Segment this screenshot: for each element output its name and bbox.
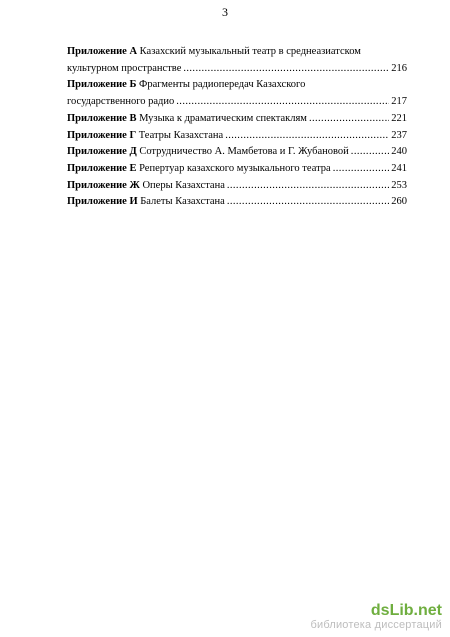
site-tagline: библиотека диссертаций: [310, 619, 442, 631]
table-of-contents: [67, 44, 407, 211]
toc-entry-b: [67, 77, 407, 110]
toc-entry-label: Приложение В: [67, 112, 137, 124]
toc-entry-title: Сотрудничество А. Мамбетова и Г. Жубановой: [139, 146, 349, 158]
toc-entry-title-continued: государственного радио: [67, 96, 175, 108]
toc-entry-page: 260: [391, 196, 407, 208]
toc-entry-page: 216: [391, 62, 407, 74]
toc-entry-title: Репертуар казахского музыкального театра: [139, 162, 331, 174]
toc-entry-label: Приложение И: [67, 196, 138, 208]
toc-entry-v: [67, 111, 407, 128]
toc-entry-zh: [67, 178, 407, 195]
toc-entry-label: Приложение Е: [67, 162, 137, 174]
toc-entry-label: Приложение Ж: [67, 179, 140, 191]
toc-entry-title: Балеты Казахстана: [140, 196, 225, 208]
toc-entry-title: Казахский музыкальный театр в среднеазиатском: [139, 46, 361, 57]
toc-entry-i: [67, 194, 407, 211]
toc-entry-title: Фрагменты радиопередач Казахского: [139, 79, 306, 91]
toc-entry-title-continued: культурном пространстве: [67, 62, 182, 74]
toc-entry-e: [67, 161, 407, 178]
toc-entry-page: 237: [391, 129, 407, 141]
leader-dots: [225, 128, 389, 145]
toc-entry-page: 240: [391, 146, 407, 158]
toc-entry-label: Приложение А: [67, 46, 138, 57]
leader-dots: [183, 61, 389, 78]
toc-entry-g: [67, 128, 407, 145]
toc-entry-d: [67, 144, 407, 161]
toc-entry-label: Приложение Б: [67, 79, 137, 91]
toc-entry-label: Приложение Г: [67, 129, 137, 141]
leader-dots: [176, 94, 389, 111]
leader-dots: [333, 161, 390, 178]
toc-entry-title: Театры Казахстана: [138, 129, 224, 141]
leader-dots: [227, 194, 389, 211]
toc-entry-page: 253: [391, 179, 407, 191]
toc-entry-page: 221: [391, 112, 407, 124]
toc-entry-label: Приложение Д: [67, 146, 137, 158]
leader-dots: [227, 178, 389, 195]
leader-dots: [351, 144, 389, 161]
leader-dots: [309, 111, 389, 128]
toc-entry-a: [67, 44, 407, 77]
site-watermark[interactable]: [310, 602, 442, 631]
page-number: 3: [222, 5, 228, 19]
site-logo[interactable]: dsLib.net: [370, 602, 442, 619]
toc-entry-title: Музыка к драматическим спектаклям: [139, 112, 307, 124]
toc-entry-page: 217: [391, 96, 407, 108]
toc-entry-title: Оперы Казахстана: [142, 179, 225, 191]
toc-entry-page: 241: [391, 162, 407, 174]
